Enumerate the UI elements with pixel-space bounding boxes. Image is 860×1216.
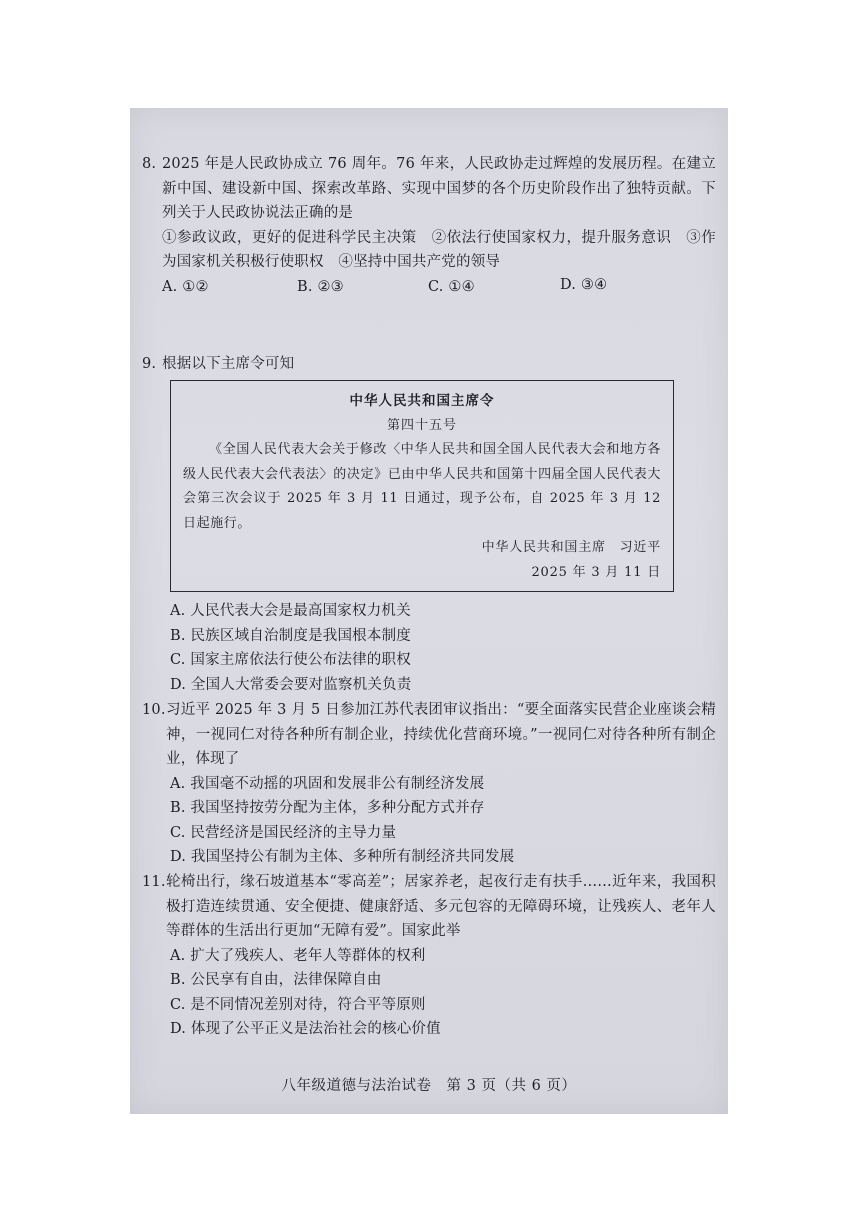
- option-d: D. ③④: [560, 276, 608, 293]
- question-9: [142, 352, 716, 377]
- decree-body: 《全国人民代表大会关于修改〈中华人民共和国全国人民代表大会和地方各级人民代表大会代表法〉的决定》已由中华人民共和国第十四届全国人民代表大会第三次会议于 2025 年 3 月 11 日通过，现予公布，自 2025 年 3 月 12 日起施行。: [183, 442, 661, 531]
- option-b: B. 我国坚持按劳分配为主体，多种分配方式并存: [170, 800, 485, 816]
- decree-number: 第四十五号: [386, 417, 457, 433]
- decree-title: 中华人民共和国主席令: [349, 393, 495, 409]
- option-c: C. 国家主席依法行使公布法律的职权: [170, 652, 411, 668]
- option-a: A. 扩大了残疾人、老年人等群体的权利: [170, 947, 426, 964]
- question-stem: 根据以下主席令可知: [162, 356, 295, 372]
- option-c: C. 是不同情况差别对待，符合平等原则: [170, 996, 426, 1013]
- question-number: 9.: [142, 356, 157, 372]
- option-c: C. ①④: [428, 278, 475, 295]
- question-stem: 2025 年是人民政协成立 76 周年。76 年来，人民政协走过辉煌的发展历程。在建立新中国、建设新中国、探索改革路、实现中国梦的各个历史阶段作出了独特贡献。下列关于人民政协说法正确的是: [162, 156, 716, 221]
- exam-page: [130, 108, 728, 1114]
- question-stem: 轮椅出行，缘石坡道基本“零高差”；居家养老，起夜行走有扶手……近年来，我国积极打造连续贯通、安全便捷、健康舒适、多元包容的无障碍环境，让残疾人、老年人等群体的生活出行更加“无障有爱”。国家此举: [166, 874, 716, 939]
- question-statements: ①参政议政，更好的促进科学民主决策 ②依法行使国家权力，提升服务意识 ③作为国家机关积极行使职权 ④坚持中国共产党的领导: [162, 229, 716, 270]
- decree-signer: 中华人民共和国主席 习近平: [481, 540, 661, 555]
- question-number: 10.: [142, 702, 166, 718]
- page-footer: 八年级道德与法治试卷 第 3 页（共 6 页）: [281, 1078, 577, 1094]
- question-10: [142, 698, 716, 870]
- option-d: D. 全国人大常委会要对监察机关负责: [170, 676, 412, 693]
- option-d: D. 体现了公平正义是法治社会的核心价值: [170, 1021, 441, 1037]
- question-number: 11.: [142, 874, 166, 890]
- question-11: [142, 870, 716, 1042]
- presidential-decree-box: [170, 380, 674, 592]
- option-a: A. ①②: [162, 278, 209, 295]
- option-b: B. 民族区域自治制度是我国根本制度: [170, 627, 411, 644]
- option-a: A. 我国毫不动摇的巩固和发展非公有制经济发展: [170, 775, 485, 792]
- question-9-options: [142, 599, 716, 697]
- option-b: B. 公民享有自由，法律保障自由: [170, 972, 382, 988]
- option-b: B. ②③: [297, 278, 344, 295]
- question-number: 8.: [142, 156, 157, 172]
- option-c: C. 民营经济是国民经济的主导力量: [170, 824, 397, 841]
- question-stem: 习近平 2025 年 3 月 5 日参加江苏代表团审议指出：“要全面落实民营企业座谈会精神，一视同仁对待各种所有制企业，持续优化营商环境。”一视同仁对待各种所有制企业，体现了: [166, 702, 716, 767]
- option-d: D. 我国坚持公有制为主体、多种所有制经济共同发展: [170, 849, 515, 865]
- question-8: [142, 152, 716, 299]
- options-row: [162, 275, 716, 299]
- decree-date: 2025 年 3 月 11 日: [531, 564, 661, 580]
- option-a: A. 人民代表大会是最高国家权力机关: [170, 603, 411, 619]
